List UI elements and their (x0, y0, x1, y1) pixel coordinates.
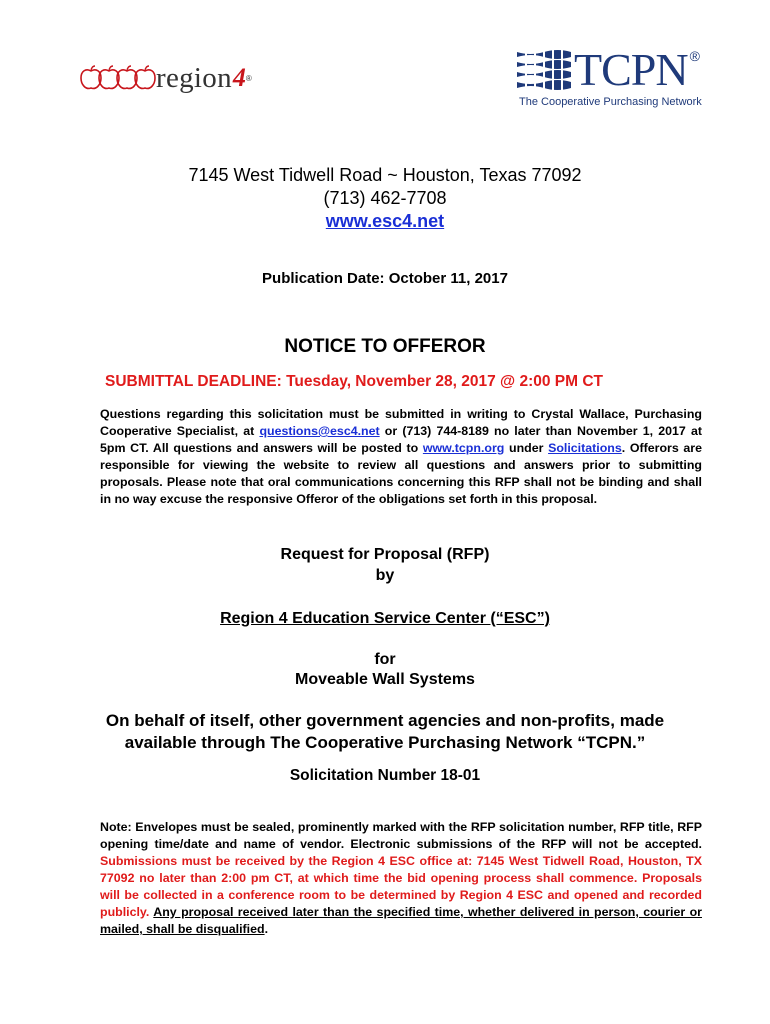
tcpn-grid-icon (517, 50, 571, 90)
note-end: . (264, 922, 269, 936)
website-line (0, 210, 770, 232)
region4-logo (80, 52, 252, 104)
questions-text-4: . Offerors are responsible for viewing the website to review all questions and answers prior to submitting proposals. Please note that oral communications concerning this RFP shall not be binding and shall in no way excuse the responsive Offeror of the obligations set forth in this proposal. (100, 441, 702, 506)
behalf-line-2: available through The Cooperative Purchasing Network “TCPN.” (124, 733, 646, 752)
rfp-for: for (374, 651, 396, 668)
rfp-by: by (375, 567, 395, 584)
rfp-subject: Moveable Wall Systems (295, 671, 475, 688)
solicitations-link[interactable]: Solicitations (548, 441, 622, 455)
region4-logo-number: 4 (232, 63, 246, 92)
rfp-title: Request for Proposal (RFP) (280, 546, 490, 563)
website-link[interactable]: www.esc4.net (325, 211, 445, 231)
questions-paragraph (100, 406, 702, 508)
publication-date: Publication Date: October 11, 2017 (262, 270, 508, 287)
rfp-issuer: Region 4 Education Service Center (“ESC”) (220, 610, 550, 627)
notice-title: NOTICE TO OFFEROR (284, 336, 486, 357)
tcpn-logo-word: TCPN (574, 44, 688, 95)
note-text: Note: Envelopes must be sealed, prominently marked with the RFP solicitation number, RFP title, RFP opening time/date and name of vendor. Electronic submissions of the RFP will not be accepted. (100, 820, 702, 851)
note-paragraph (100, 819, 702, 938)
tcpn-tagline: The Cooperative Purchasing Network (519, 96, 702, 108)
behalf-statement (0, 710, 770, 754)
questions-text-2: or (713) 744-8189 no later than November 1, 2017 at 5pm CT. All questions and answers will be posted to (100, 424, 702, 455)
address: 7145 West Tidwell Road ~ Houston, Texas 77092 (188, 165, 582, 185)
region4-logo-registered: ® (245, 73, 252, 83)
apples-icon (80, 65, 152, 91)
tcpn-website-link[interactable]: www.tcpn.org (422, 441, 505, 455)
region4-logo-word: region (156, 61, 232, 94)
note-submission-text: Submissions must be received by the Region 4 ESC office at: 7145 West Tidwell Road, Houston, TX 77092 no later than 2:00 pm CT, at which time the bid opening process shall commence. Proposals will be collected in a conference room to be determined by Region 4 ESC and opened and recorded publicly. (100, 854, 702, 919)
tcpn-logo-registered: ® (689, 48, 700, 64)
submittal-deadline: SUBMITTAL DEADLINE: Tuesday, November 28, 2017 @ 2:00 PM CT (105, 373, 604, 390)
questions-text-3: under (504, 441, 549, 455)
phone-number: (713) 462-7708 (323, 188, 447, 208)
questions-email-link[interactable]: questions@esc4.net (259, 424, 380, 438)
note-late-warning: Any proposal received later than the specified time, whether delivered in person, courier or mailed, shall be disqualified (100, 905, 702, 936)
questions-text-1: Questions regarding this solicitation must be submitted in writing to Crystal Wallace, Purchasing Cooperative Specialist, at (100, 407, 702, 438)
tcpn-logo (517, 44, 727, 114)
behalf-line-1: On behalf of itself, other government agencies and non-profits, made (105, 711, 665, 730)
solicitation-number: Solicitation Number 18-01 (289, 767, 481, 784)
